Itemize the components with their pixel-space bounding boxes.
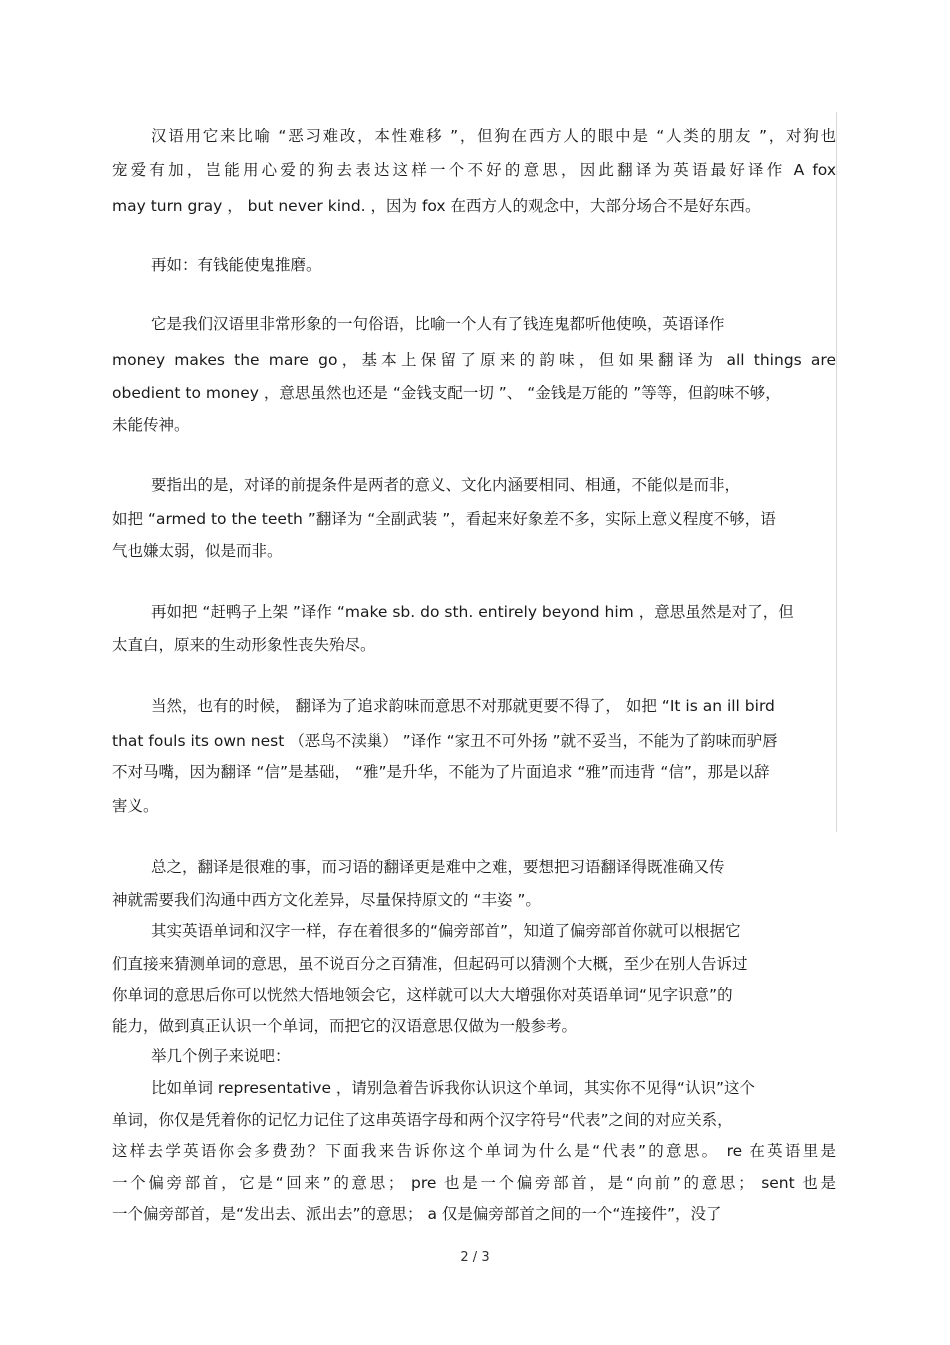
text-line: may turn gray ， but never kind. ，因为 fox 在西方人的观念中，大部分场合不是好东西。	[112, 197, 761, 215]
text-line: 太直白，原来的生动形象性丧失殆尽。	[112, 636, 376, 654]
text-line: 未能传神。	[112, 416, 190, 434]
text-line: 你单词的意思后你可以恍然大悟地领会它，这样就可以大大增强你对英语单词“见字识意”的	[112, 986, 733, 1004]
text-line: 要指出的是，对译的前提条件是两者的意义、文化内涵要相同、相通，不能似是而非，	[151, 476, 741, 494]
text-line: 其实英语单词和汉字一样，存在着很多的“偏旁部首”，知道了偏旁部首你就可以根据它	[151, 922, 741, 940]
text-line: obedient to money ，意思虽然也还是 “金钱支配一切 ”、 “金钱是万能的 ”等等，但韵味不够，	[112, 384, 781, 402]
text-line: 害义。	[112, 797, 159, 815]
text-line: 比如单词 representative ，请别急着告诉我你认识这个单词，其实你不见得“认识”这个	[151, 1079, 755, 1097]
page-number: 2 / 3	[460, 1250, 490, 1265]
text-line: 再如：有钱能使鬼推磨。	[151, 256, 322, 274]
page-edge-line	[836, 112, 837, 832]
text-line: 汉语用它来比喻 “恶习难改，本性难移 ”，但狗在西方人的眼中是 “人类的朋友 ”，对狗也	[151, 127, 836, 145]
text-line: 它是我们汉语里非常形象的一句俗语，比喻一个人有了钱连鬼都听他使唤，英语译作	[151, 315, 725, 333]
text-line: 神就需要我们沟通中西方文化差异，尽量保持原文的 “丰姿 ”。	[112, 891, 541, 909]
text-line: 一个偏旁部首，它是“回来”的意思； pre 也是一个偏旁部首，是“向前”的意思； sent 也是	[112, 1174, 836, 1192]
text-line: 这样去学英语你会多费劲？下面我来告诉你这个单词为什么是“代表”的意思。 re 在英语里是	[112, 1142, 836, 1160]
text-line: that fouls its own nest （恶鸟不渎巢） ”译作 “家丑不可外扬 ”就不妥当，不能为了韵味而驴唇	[112, 732, 778, 750]
text-line: 们直接来猜测单词的意思，虽不说百分之百猜准，但起码可以猜测个大概，至少在别人告诉过	[112, 955, 748, 973]
text-line: 不对马嘴，因为翻译 “信”是基础， “雅”是升华，不能为了片面追求 “雅”而违背 “信”，那是以辞	[112, 763, 770, 781]
text-line: 举几个例子来说吧：	[151, 1047, 291, 1065]
text-line: 一个偏旁部首，是“发出去、派出去”的意思； a 仅是偏旁部首之间的一个“连接件”，没了	[112, 1205, 722, 1223]
text-line: money makes the mare go，基本上保留了原来的韵味，但如果翻译为 all things are	[112, 351, 836, 369]
text-line: 当然，也有的时候， 翻译为了追求韵味而意思不对那就更要不得了， 如把 “It is an ill bird	[151, 697, 775, 715]
text-line: 如把 “armed to the teeth ”翻译为 “全副武装 ”，看起来好象差不多，实际上意义程度不够，语	[112, 510, 776, 528]
text-line: 能力，做到真正认识一个单词，而把它的汉语意思仅做为一般参考。	[112, 1017, 578, 1035]
text-line: 单词，你仅是凭着你的记忆力记住了这串英语字母和两个汉字符号“代表”之间的对应关系，	[112, 1111, 733, 1129]
text-line: 宠爱有加，岂能用心爱的狗去表达这样一个不好的意思，因此翻译为英语最好译作 A fox	[112, 161, 836, 179]
text-line: 再如把 “赶鸭子上架 ”译作 “make sb. do sth. entirely beyond him ，意思虽然是对了，但	[151, 603, 794, 621]
text-line: 气也嫌太弱，似是而非。	[112, 542, 283, 560]
text-line: 总之，翻译是很难的事，而习语的翻译更是难中之难，要想把习语翻译得既准确又传	[151, 858, 725, 876]
